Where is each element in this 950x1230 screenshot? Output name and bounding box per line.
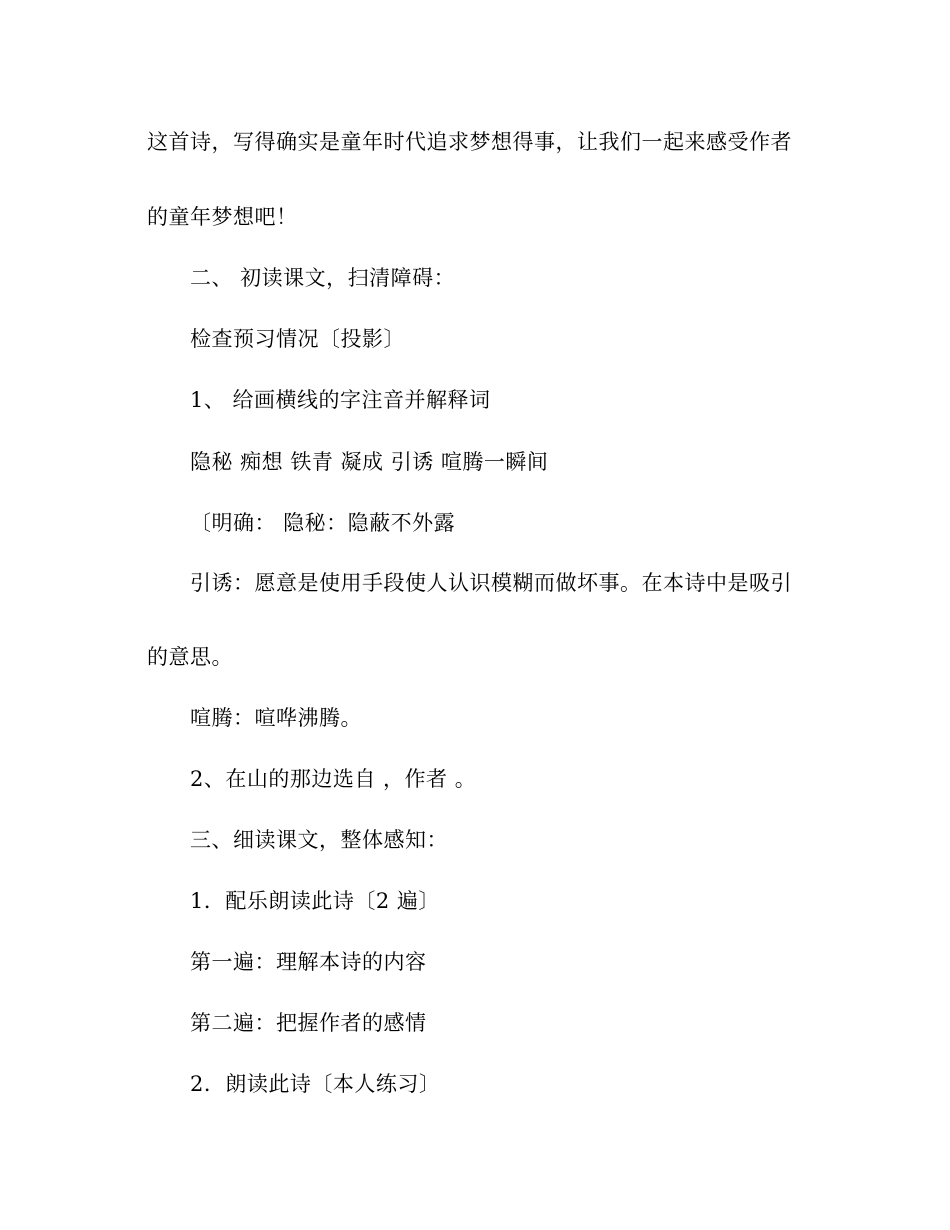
text-line-9: 的意思。 — [147, 645, 233, 669]
text-line-6: 隐秘 痴想 铁青 凝成 引诱 喧腾一瞬间 — [190, 450, 549, 474]
text-line-8: 引诱：愿意是使用手段使人认识模糊而做坏事。在本诗中是吸引 — [190, 571, 792, 595]
text-line-16: 2．朗读此诗〔本人练习〕 — [190, 1072, 441, 1096]
text-line-14: 第一遍：理解本诗的内容 — [190, 950, 427, 974]
text-line-13: 1．配乐朗读此诗〔2 遍〕 — [190, 889, 440, 913]
text-line-5: 1、 给画横线的字注音并解释词 — [190, 388, 491, 412]
text-line-1: 这首诗，写得确实是童年时代追求梦想得事，让我们一起来感受作者 — [147, 130, 792, 154]
text-line-10: 喧腾：喧哗沸腾。 — [190, 706, 362, 730]
section-heading-2: 二、 初读课文，扫清障碍： — [190, 266, 456, 290]
text-line-2: 的童年梦想吧！ — [147, 205, 298, 229]
text-line-11: 2、在山的那边选自 ，作者 。 — [190, 767, 477, 791]
text-line-4: 检查预习情况〔投影〕 — [190, 327, 405, 351]
text-line-15: 第二遍：把握作者的感情 — [190, 1011, 427, 1035]
section-heading-3: 三、细读课文，整体感知： — [190, 828, 448, 852]
text-line-7: 〔明确： 隐秘：隐蔽不外露 — [190, 511, 456, 535]
